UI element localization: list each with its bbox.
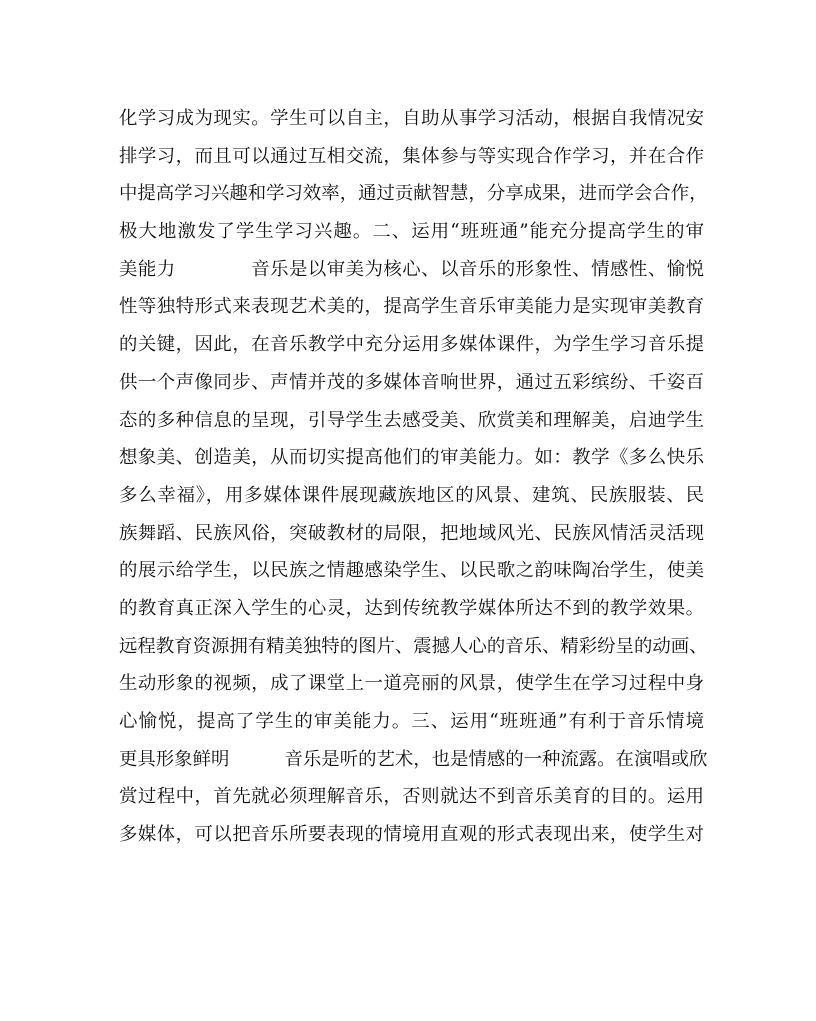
body-paragraph [119,100,708,854]
text-line-16: 生动形象的视频，成了课堂上一道亮丽的风景，使学生在学习过程中身 [119,673,704,695]
text-line-4: 极大地激发了学生学习兴趣。二、运用“班班通”能充分提高学生的审 [119,221,704,243]
text-line-6: 性等独特形式来表现艺术美的，提高学生音乐审美能力是实现审美教育 [119,296,704,318]
text-line-1: 化学习成为现实。学生可以自主，自助从事学习活动，根据自我情况安 [119,108,704,129]
text-line-11: 多么幸福》，用多媒体课件展现藏族地区的风景、建筑、民族服装、民 [119,484,704,506]
text-line-10: 想象美、创造美，从而切实提高他们的审美能力。如：教学《多么快乐 [119,447,704,469]
text-line-14: 的教育真正深入学生的心灵，达到传统教学媒体所达不到的教学效果。 [119,597,704,619]
text-line-12: 族舞蹈、民族风俗，突破教材的局限，把地域风光、民族风情活灵活现 [119,522,704,544]
text-line-17: 心愉悦，提高了学生的审美能力。三、运用“班班通”有利于音乐情境 [119,711,704,732]
text-line-3: 中提高学习兴趣和学习效率，通过贡献智慧，分享成果，进而学会合作， [119,183,708,205]
text-line-9: 态的多种信息的呈现，引导学生去感受美、欣赏美和理解美，启迪学生 [119,409,704,431]
text-line-15: 远程教育资源拥有精美独特的图片、震撼人心的音乐、精彩纷呈的动画、 [119,635,708,657]
text-line-18: 更具形象鲜明 音乐是听的艺术，也是情感的一种流露。在演唱或欣 [119,748,708,770]
text-line-13: 的展示给学生，以民族之情趣感染学生、以民歌之韵味陶冶学生，使美 [119,560,704,582]
text-line-20: 多媒体，可以把音乐所要表现的情境用直观的形式表现出来，使学生对 [119,824,704,846]
text-line-19: 赏过程中，首先就必须理解音乐，否则就达不到音乐美育的目的。运用 [119,786,704,808]
text-line-8: 供一个声像同步、声情并茂的多媒体音响世界，通过五彩缤纷、千姿百 [119,371,704,393]
text-line-2: 排学习，而且可以通过互相交流，集体参与等实现合作学习，并在合作 [119,145,704,167]
text-line-7: 的关键，因此，在音乐教学中充分运用多媒体课件，为学生学习音乐提 [119,334,704,356]
text-line-5: 美能力 音乐是以审美为核心、以音乐的形象性、情感性、愉悦 [119,258,704,280]
